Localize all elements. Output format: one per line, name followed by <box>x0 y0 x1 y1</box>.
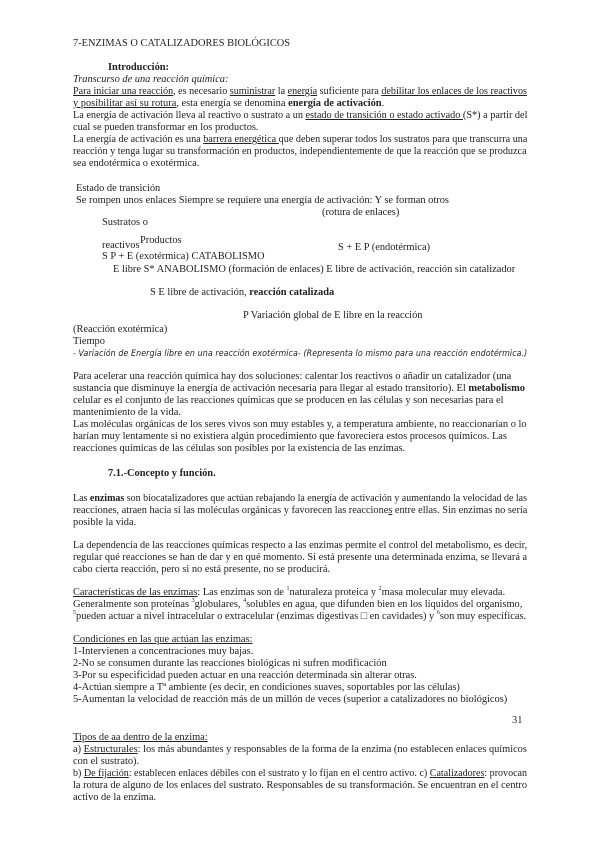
tipos-a-line1: a) Estructurales: los más abundantes y responsables de la forma de la enzima (no establecen enlaces químicos <box>73 744 527 755</box>
diagram-productos: Productos <box>140 235 182 246</box>
diagram-caption: - Variación de Energía libre en una reacción exotérmica- (Representa lo mismo para una reacción endotérmica.) <box>73 349 528 359</box>
para-a-line4: mantenimiento de la vida. <box>73 407 181 418</box>
intro-p1-line2: y posibilitar así su rotura, esta energía se denomina energía de activación. <box>73 98 385 109</box>
concepto-c-line2: reacciones, atraen hacia sí las moléculas orgánicas y favorecen las reacciones entre ellas. Sin enzimas no sería <box>73 505 528 516</box>
intro-p3-line2: reacción y tenga lugar su transformación en productos, independientemente de que la reacción que se produzca <box>73 146 527 157</box>
concepto-c-line1: Las enzimas son biocatalizadores que actúan rebajando la energía de activación y aumentando la velocidad de las <box>73 493 527 504</box>
diagram-catabolismo: S P + E (exotérmica) CATABOLISMO <box>102 251 265 262</box>
diagram-sep-endotermica: S + E P (endotérmica) <box>338 242 431 253</box>
para-a-line1: Para acelerar una reacción química hay dos soluciones: calentar los reactivos o añadir un catalizador (una <box>73 371 512 382</box>
intro-p1-line1: Para iniciar una reacción, es necesario suministrar la energía suficiente para debilitar los enlaces de los reactivos <box>73 86 527 97</box>
condiciones-item: 1-Intervienen a concentraciones muy bajas. <box>73 646 254 657</box>
para-a-line3: celular es el conjunto de las reacciones químicas que se producen en las células y son necesarias para el <box>73 395 504 406</box>
condiciones-item: 4-Actúan siempre a Tª ambiente (es decir, en condiciones suaves, soportables por las células) <box>73 682 460 693</box>
condiciones-item: 3-Por su especificidad pueden actuar en una reacción determinada sin alterar otras. <box>73 670 417 681</box>
intro-title: Introducción: <box>108 62 170 73</box>
diagram-anabolismo: E libre S* ANABOLISMO (formación de enlaces) E libre de activación, reacción sin catalizador <box>113 264 516 275</box>
diagram-reactivos: reactivos <box>102 240 140 251</box>
intro-p2-line2: cual se pueden transformar en los productos. <box>73 122 259 133</box>
intro-p3-line1: La energía de activación es una barrera energética que deben superar todos los sustratos para que transcurra una <box>73 134 528 145</box>
condiciones-item: 2-No se consumen durante las reacciones biológicas ni sufren modificación <box>73 658 387 669</box>
caracteristicas-line1: Características de las enzimas: Las enzimas son de $^1$naturaleza proteica y $^2$masa molecular muy elevada. <box>73 586 506 598</box>
diagram-rotura: (rotura de enlaces) <box>322 207 400 218</box>
page-number: 31 <box>512 715 523 726</box>
tipos-title: Tipos de aa dentro de la enzima: <box>73 732 208 743</box>
caracteristicas-line2: Generalmente son proteínas $^3$globulares, $^4$solubles en agua, que difunden bien en los líquidos del organismo, <box>73 598 523 610</box>
diagram-estado-transicion: Estado de transición <box>76 183 161 194</box>
tipos-a-line2: con el sustrato). <box>73 756 140 767</box>
concepto-d-line2: regular qué reacciones se han de dar y en qué momento. Si está presente una determinada enzima, se llevará a <box>73 552 528 563</box>
concepto-c-line3: posible la vida. <box>73 517 137 528</box>
tipos-b-line1: b) De fijación: establecen enlaces débiles con el sustrato y lo fijan en el centro activo. c) Catalizadores: provocan <box>73 768 528 779</box>
intro-p3-line3: sea endotérmica o exotérmica. <box>73 158 200 169</box>
condiciones-item: 5-Aumentan la velocidad de reacción más de un millón de veces (superior a catalizadores no biológicos) <box>73 694 508 705</box>
intro-subtitle: Transcurso de una reacción química: <box>73 74 229 85</box>
concepto-d-line3: cabo cierta reacción, pero si no está presente, no se producirá. <box>73 564 331 575</box>
diagram-catalizada: S E libre de activación, reacción catalizada <box>150 287 335 298</box>
para-b-line3: reacciones químicas de las células son posibles por la existencia de las enzimas. <box>73 443 406 454</box>
condiciones-title: Condiciones en las que actúan las enzimas: <box>73 634 253 645</box>
caracteristicas-line3: $^5$pueden actuar a nivel intracelular o extracelular (enzimas digestivas □ en cavidades) y $^6$son muy específicas. <box>73 610 527 622</box>
diagram-tiempo: Tiempo <box>73 336 105 347</box>
page-header: 7-ENZIMAS O CATALIZADORES BIOLÓGICOS <box>73 38 291 49</box>
intro-p2-line1: La energía de activación lleva al reactivo o sustrato a un estado de transición o estado activado (S*) a partir del <box>73 110 528 121</box>
diagram-enlaces: Se rompen unos enlaces Siempre se requiere una energía de activación: Y se forman otros <box>76 195 449 206</box>
diagram-variacion: P Variación global de E libre en la reacción <box>243 310 423 321</box>
diagram-exotermica: (Reacción exotérmica) <box>73 324 168 335</box>
concepto-d-line1: La dependencia de las reacciones químicas respecto a las enzimas permite el control del metabolismo, es decir, <box>73 540 528 551</box>
para-b-line2: harían muy lentamente si no existiera algún procedimiento que favoreciera estos procesos químicos. Las <box>73 431 507 442</box>
concepto-title: 7.1.-Concepto y función. <box>108 468 216 479</box>
para-a-line2: sustancia que disminuye la energía de activación necesaria para llegar al estado transitorio). El metabolismo <box>73 383 525 394</box>
tipos-b-line3: activo de la enzima. <box>73 792 157 803</box>
diagram-sustratos: Sustratos o <box>102 217 148 228</box>
para-b-line1: Las moléculas orgánicas de los seres vivos son muy estables y, a temperatura ambiente, no reaccionarían o lo <box>73 419 527 430</box>
tipos-b-line2: la rotura de alguno de los enlaces del sustrato. Responsables de su transformación. Se encuentran en el centro <box>73 780 528 791</box>
